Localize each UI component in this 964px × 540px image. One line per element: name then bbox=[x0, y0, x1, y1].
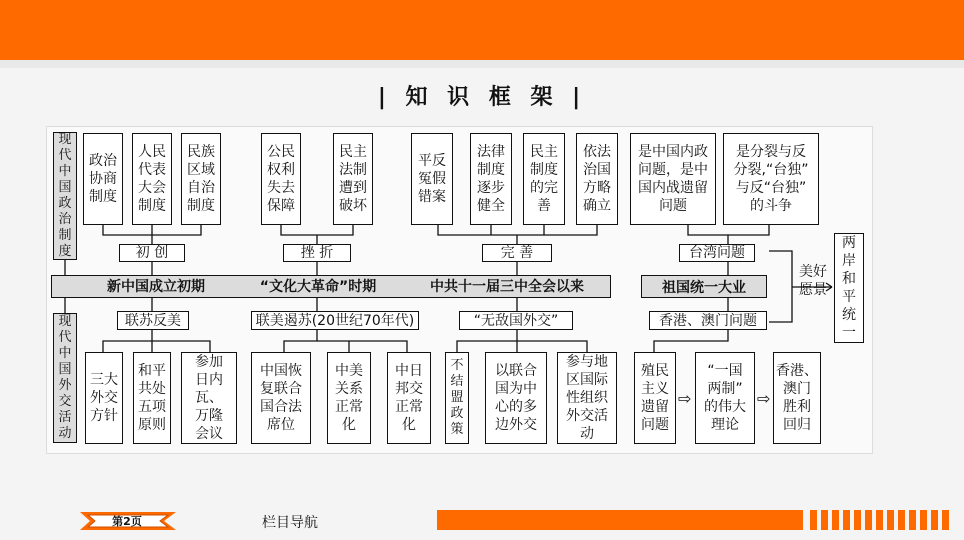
bottom-box-un-centered: 以联合 国为中 心的多 边外交 bbox=[485, 352, 547, 444]
top-box-law-improved: 法律 制度 逐步 健全 bbox=[470, 133, 512, 225]
goal-box-peaceful-reunification: 两 岸 和 平 统 一 bbox=[834, 233, 864, 343]
arrow-icon: ⇨ bbox=[678, 389, 692, 408]
bottom-box-geneva-bandung: 参加 日内瓦、 万隆 会议 bbox=[181, 352, 237, 444]
wish-label: 美好 愿景 bbox=[799, 264, 827, 298]
bottom-box-japan-relations: 中日 邦交 正常 化 bbox=[387, 352, 431, 444]
bottom-box-one-country-two-systems: “一国 两制” 的伟大 理论 bbox=[695, 352, 755, 444]
footer-bar bbox=[437, 510, 803, 530]
top-box-democracy-improved: 民主 制度 的完 善 bbox=[523, 133, 565, 225]
top-box-political-consultation: 政治 协商 制度 bbox=[83, 133, 123, 225]
period-reform-era: 中共十一届三中全会以来 bbox=[430, 279, 584, 295]
side-label-diplomacy: 现代中国外交活动 bbox=[53, 313, 77, 443]
page-number: 第2页 bbox=[112, 515, 142, 528]
period-reunification: 祖国统一大业 bbox=[641, 275, 767, 298]
knowledge-framework-diagram bbox=[46, 126, 873, 454]
stage-improvement: 完 善 bbox=[482, 244, 552, 262]
arrow-icon: ⇨ bbox=[757, 389, 771, 408]
stage-hk-macau: 香港、澳门问题 bbox=[649, 311, 767, 330]
bottom-box-regional-orgs: 参与地 区国际 性组织 外交活 动 bbox=[557, 352, 617, 444]
bottom-box-five-principles: 和平 共处 五项 原则 bbox=[133, 352, 171, 444]
top-box-peoples-congress: 人民 代表 大会 制度 bbox=[132, 133, 172, 225]
bottom-box-un-seat: 中国恢 复联合 国合法 席位 bbox=[251, 352, 311, 444]
top-box-taiwan-struggle: 是分裂与反 分裂,“台独” 与反“台独” 的斗争 bbox=[723, 133, 819, 225]
stage-taiwan-issue: 台湾问题 bbox=[679, 244, 755, 262]
top-box-rehabilitation: 平反 冤假 错案 bbox=[411, 133, 453, 225]
stage-ally-usa: 联美遏苏(20世纪70年代) bbox=[251, 311, 419, 330]
footer-stripes bbox=[810, 510, 949, 530]
page-title: | 知 识 框 架 | bbox=[377, 85, 587, 110]
period-cultural-revolution: “文化大革命”时期 bbox=[259, 279, 377, 295]
nav-link[interactable]: 栏目导航 bbox=[262, 515, 318, 531]
stage-ally-ussr: 联苏反美 bbox=[117, 311, 189, 330]
top-box-ethnic-autonomy: 民族 区域 自治 制度 bbox=[181, 133, 221, 225]
top-box-rights-lost: 公民 权利 失去 保障 bbox=[261, 133, 301, 225]
bottom-box-non-aligned: 不 结 盟 政 策 bbox=[445, 352, 469, 444]
top-box-taiwan-internal: 是中国内政 问题，是中 国内战遗留 问题 bbox=[630, 133, 716, 225]
top-box-legal-destroyed: 民主 法制 遭到 破坏 bbox=[333, 133, 373, 225]
bottom-box-colonial-legacy: 殖民 主义 遗留 问题 bbox=[634, 352, 676, 444]
stage-no-enemy: “无敌国外交” bbox=[459, 311, 573, 330]
bottom-box-three-policies: 三大 外交 方针 bbox=[85, 352, 123, 444]
bottom-box-us-relations: 中美 关系 正常 化 bbox=[327, 352, 371, 444]
bottom-box-return: 香港、 澳门 胜利 回归 bbox=[773, 352, 821, 444]
side-label-political-system: 现代中国政治制度 bbox=[53, 132, 77, 260]
stage-founding: 初 创 bbox=[119, 244, 185, 262]
header-bar bbox=[0, 0, 964, 60]
top-box-rule-of-law: 依法 治国 方略 确立 bbox=[576, 133, 618, 225]
period-early-prc: 新中国成立初期 bbox=[107, 279, 205, 295]
header-strip bbox=[0, 60, 964, 68]
stage-setback: 挫 折 bbox=[283, 244, 351, 262]
